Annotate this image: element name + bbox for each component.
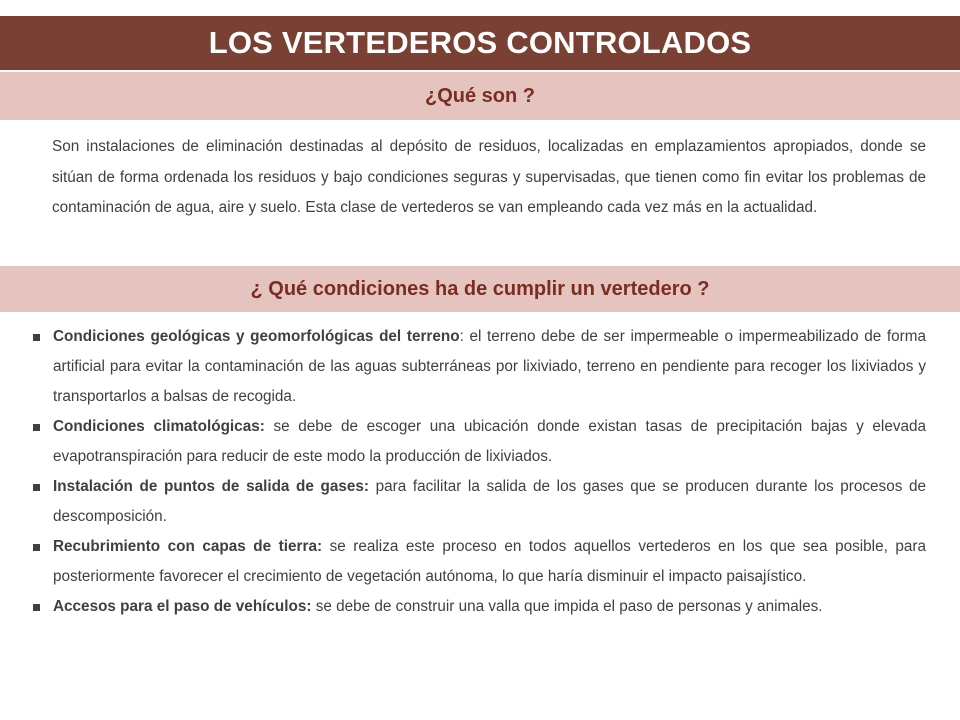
- condition-title: Condiciones climatológicas:: [53, 418, 265, 435]
- condition-item: [30, 592, 926, 622]
- condition-item: [30, 532, 926, 592]
- square-bullet-icon: [33, 544, 40, 551]
- section-what-heading: ¿Qué son ?: [425, 84, 535, 107]
- condition-title: Condiciones geológicas y geomorfológicas del terreno: [53, 328, 460, 345]
- square-bullet-icon: [33, 334, 40, 341]
- condition-text: se realiza este proceso en todos aquellos vertederos en los que sea posible, para posteriormente favorecer el crecimiento de vegetación autónoma, lo que haría disminuir el impacto paisajístico.: [53, 538, 926, 585]
- section-conditions-heading: ¿ Qué condiciones ha de cumplir un vertedero ?: [250, 277, 710, 300]
- condition-item: [30, 412, 926, 472]
- condition-text: para facilitar la salida de los gases que se producen durante los procesos de descomposición.: [53, 478, 926, 525]
- square-bullet-icon: [33, 484, 40, 491]
- condition-text: se debe de escoger una ubicación donde existan tasas de precipitación bajas y elevada evapotranspiración para reducir de este modo la producción de lixiviados.: [53, 418, 926, 465]
- condition-item: [30, 472, 926, 532]
- page-title: LOS VERTEDEROS CONTROLADOS: [208, 25, 752, 60]
- conditions-list: [30, 322, 926, 622]
- condition-title: Accesos para el paso de vehículos:: [53, 598, 312, 615]
- title-banner: [0, 16, 960, 70]
- section-what-banner: [0, 72, 960, 120]
- condition-title: Recubrimiento con capas de tierra:: [53, 538, 323, 555]
- condition-text: : el terreno debe de ser impermeable o impermeabilizado de forma artificial para evitar la contaminación de las aguas subterráneas por lixiviado, terreno en pendiente para recoger los lixiviados y transportarlos a balsas de recogida.: [53, 328, 927, 405]
- condition-title: Instalación de puntos de salida de gases:: [53, 478, 369, 495]
- section-what-text: Son instalaciones de eliminación destinadas al depósito de residuos, localizadas en emplazamientos apropiados, donde se sitúan de forma ordenada los residuos y bajo condiciones seguras y supervisadas, que tienen como fin evitar los problemas de contaminación de agua, aire y suelo. Esta clase de vertederos se van empleando cada vez más en la actualidad.: [52, 138, 926, 216]
- square-bullet-icon: [33, 424, 40, 431]
- section-conditions-banner: [0, 266, 960, 312]
- condition-text: se debe de construir una valla que impida el paso de personas y animales.: [311, 598, 823, 615]
- square-bullet-icon: [33, 604, 40, 611]
- condition-item: [30, 322, 926, 412]
